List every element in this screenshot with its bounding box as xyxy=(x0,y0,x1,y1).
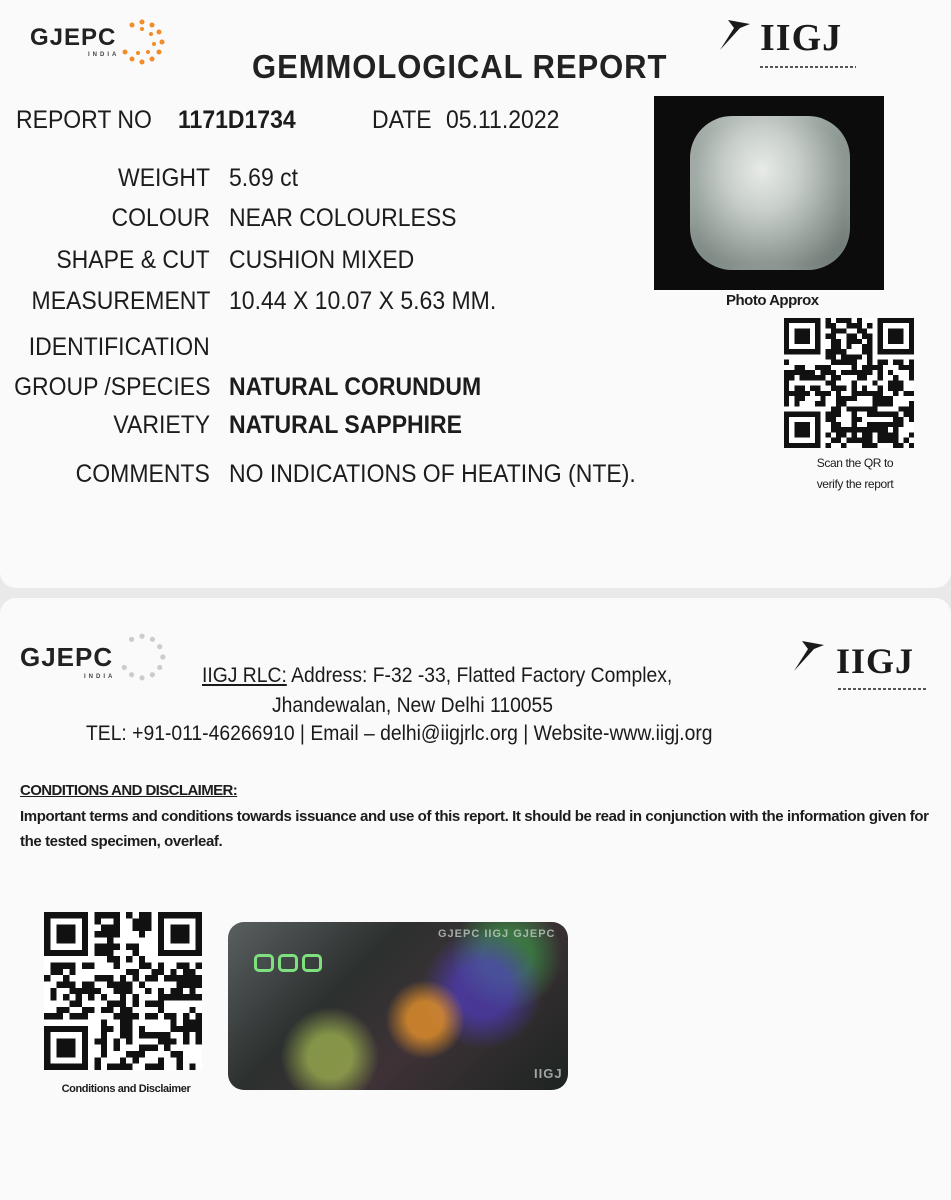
field-label: VARIETY xyxy=(113,411,210,439)
qr-code-icon xyxy=(44,912,202,1070)
conditions-qr-caption: Conditions and Disclaimer xyxy=(61,1083,191,1095)
conditions-qr-code[interactable] xyxy=(44,912,202,1070)
field-label: WEIGHT xyxy=(118,164,210,192)
conditions-text: Important terms and conditions towards issuance and use of this report. It should be read in conjunction with the information given for the tested specimen, overleaf. xyxy=(20,808,929,850)
hologram-text: GJEPC IIGJ GJEPC xyxy=(438,928,556,940)
gjepc-sun-icon xyxy=(118,18,166,66)
field-measurement xyxy=(0,287,660,321)
field-shape-cut xyxy=(0,246,660,280)
report-date-label: DATE xyxy=(372,106,432,134)
iigj-arrow-icon xyxy=(790,635,830,675)
iigj-logo-back xyxy=(790,628,914,682)
field-variety xyxy=(0,411,660,445)
gjepc-logo-back xyxy=(20,642,167,682)
field-value: NATURAL SAPPHIRE xyxy=(229,411,463,439)
address-line-2: Jhandewalan, New Delhi 110055 xyxy=(272,694,554,717)
field-comments xyxy=(0,460,660,494)
report-number-value: 1171D1734 xyxy=(178,106,296,134)
gjepc-logo-subtext: INDIA xyxy=(84,674,116,680)
gjepc-logo xyxy=(30,24,166,66)
field-value: 5.69 ct xyxy=(229,164,299,192)
hologram-hexagon-icon xyxy=(254,954,274,972)
address-label: IIGJ RLC: xyxy=(202,664,287,687)
iigj-logo-tagline xyxy=(760,66,856,68)
field-label: MEASUREMENT xyxy=(31,287,210,315)
hologram-iigj-text: IIGJ xyxy=(534,1066,563,1081)
hologram-hexagon-icon xyxy=(302,954,322,972)
verify-qr-code[interactable] xyxy=(784,318,914,448)
field-label: COMMENTS xyxy=(75,460,210,488)
iigj-arrow-icon xyxy=(716,14,756,54)
address-text: Address: F-32 -33, Flatted Factory Complex, xyxy=(286,664,673,687)
cushion-sapphire-image xyxy=(690,116,850,270)
report-number xyxy=(178,106,296,135)
contact-line: TEL: +91-011-46266910 | Email – delhi@iigjrlc.org | Website-www.iigj.org xyxy=(86,722,713,745)
photo-caption: Photo Approx xyxy=(726,292,819,309)
report-front-card xyxy=(0,0,951,588)
field-label: GROUP /SPECIES xyxy=(13,373,210,401)
field-value: NATURAL CORUNDUM xyxy=(229,373,482,401)
iigj-logo-text: IIGJ xyxy=(836,641,915,681)
iigj-logo-tagline xyxy=(838,688,926,690)
verify-qr-caption xyxy=(790,453,920,495)
security-hologram xyxy=(228,922,568,1090)
verify-qr-caption-line2: verify the report xyxy=(816,477,894,491)
gjepc-logo-subtext: INDIA xyxy=(88,52,120,58)
field-value: CUSHION MIXED xyxy=(229,246,415,274)
gjepc-sun-icon xyxy=(117,632,167,682)
verify-qr-caption-line1: Scan the QR to xyxy=(816,456,894,470)
field-weight xyxy=(0,164,660,198)
qr-code-icon xyxy=(784,318,914,448)
report-title: GEMMOLOGICAL REPORT xyxy=(252,48,668,85)
iigj-logo xyxy=(716,8,842,60)
gemstone-photo xyxy=(654,96,884,290)
report-back-card xyxy=(0,598,951,1200)
field-label: IDENTIFICATION xyxy=(28,333,210,361)
field-label: SHAPE & CUT xyxy=(56,246,210,274)
gjepc-logo-text: GJEPC xyxy=(30,24,117,51)
report-date: 05.11.2022 xyxy=(446,106,560,134)
iigj-logo-text: IIGJ xyxy=(760,17,843,59)
field-group-species xyxy=(0,373,660,407)
field-value: NO INDICATIONS OF HEATING (NTE). xyxy=(229,460,636,488)
field-value: 10.44 X 10.07 X 5.63 MM. xyxy=(229,287,497,315)
hologram-hexagon-icon xyxy=(278,954,298,972)
gjepc-logo-text: GJEPC xyxy=(20,642,114,672)
field-colour xyxy=(0,204,660,238)
report-number-label: REPORT NO xyxy=(16,106,152,134)
field-label: COLOUR xyxy=(111,204,210,232)
conditions-heading: CONDITIONS AND DISCLAIMER: xyxy=(20,782,238,799)
address-line-1 xyxy=(202,664,672,688)
field-value: NEAR COLOURLESS xyxy=(229,204,457,232)
field-identification xyxy=(0,333,660,367)
